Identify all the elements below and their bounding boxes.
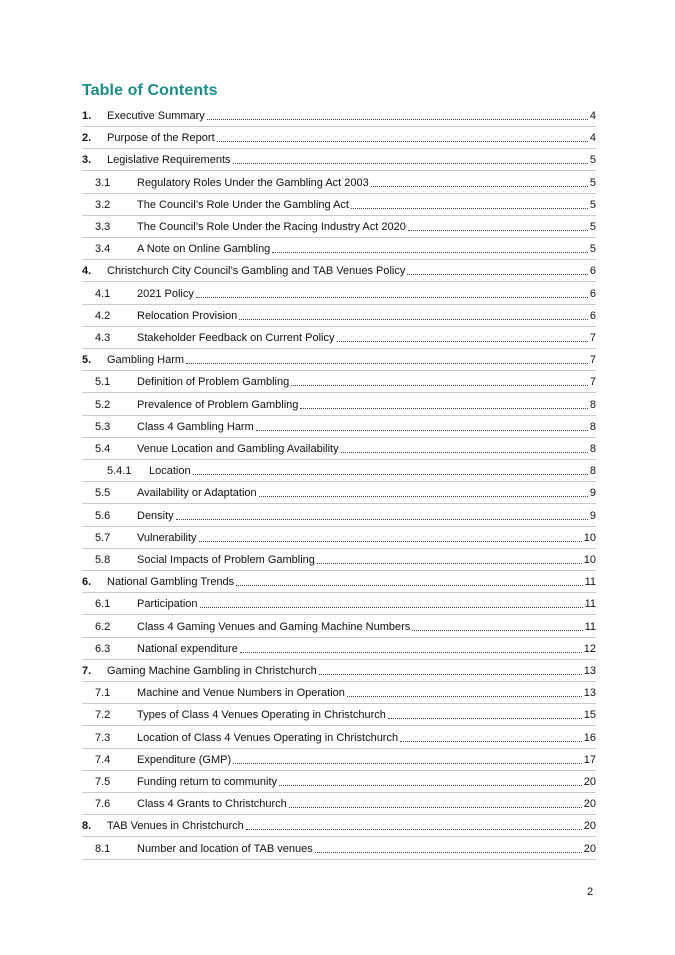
toc-entry-title: Expenditure (GMP) — [137, 753, 232, 766]
toc-entry-number: 6.2 — [95, 620, 111, 633]
toc-entry-title: Prevalence of Problem Gambling — [137, 398, 299, 411]
toc-entry-number: 6.3 — [95, 642, 111, 655]
toc-entry[interactable] — [82, 572, 596, 593]
toc-entry-title: Relocation Provision — [137, 309, 238, 322]
toc-entry-page: 15 — [583, 709, 596, 722]
toc-entry-number: 7.5 — [95, 776, 111, 788]
toc-entry-title: Class 4 Grants to Christchurch — [137, 798, 287, 811]
toc-entry-title: Availability or Adaptation — [137, 487, 257, 500]
toc-entry-page: 8 — [589, 420, 596, 433]
toc-entry-title: Machine and Venue Numbers in Operation — [137, 687, 345, 700]
toc-entry[interactable] — [82, 772, 596, 793]
toc-entry[interactable] — [82, 284, 596, 305]
dot-leader — [317, 562, 582, 564]
dot-leader — [196, 296, 588, 298]
toc-entry-page: 5 — [589, 243, 596, 256]
toc-entry-title: Class 4 Gambling Harm — [137, 420, 254, 433]
toc-entry-page: 8 — [589, 465, 596, 478]
toc-entry[interactable] — [82, 328, 596, 349]
toc-entry-page: 9 — [589, 509, 596, 522]
toc-entry-page: 13 — [583, 687, 596, 700]
toc-entry-title: Number and location of TAB venues — [137, 842, 313, 855]
page-title: Table of Contents — [82, 82, 218, 99]
toc-entry-page: 16 — [583, 731, 596, 744]
toc-entry-number: 6. — [82, 576, 92, 589]
toc-entry[interactable] — [82, 372, 596, 393]
toc-entry-number: 5. — [82, 354, 92, 367]
dot-leader — [207, 118, 588, 120]
toc-entry-page: 5 — [589, 221, 596, 233]
toc-entry-number: 5.2 — [95, 398, 111, 411]
dot-leader — [176, 518, 588, 520]
toc-entry-number: 6.1 — [95, 598, 111, 611]
toc-entry[interactable] — [82, 217, 596, 238]
toc-entry[interactable] — [82, 750, 596, 771]
toc-entry[interactable] — [82, 150, 596, 171]
toc-entry-page: 20 — [583, 798, 596, 811]
toc-entry-title: Funding return to community — [137, 776, 278, 788]
toc-entry-page: 20 — [583, 842, 596, 855]
dot-leader — [240, 651, 582, 653]
toc-entry-number: 8.1 — [95, 842, 111, 855]
toc-entry[interactable] — [82, 261, 596, 282]
dot-leader — [256, 429, 588, 431]
toc-entry-page: 9 — [589, 487, 596, 500]
toc-entry-title: Gambling Harm — [107, 354, 185, 367]
toc-entry[interactable] — [82, 639, 596, 660]
toc-entry-title: Location — [149, 465, 191, 478]
toc-entry-number: 2. — [82, 132, 92, 145]
toc-entry-number: 5.1 — [95, 376, 111, 389]
dot-leader — [272, 251, 588, 253]
toc-entry-page: 10 — [583, 531, 596, 544]
toc-entry-page: 11 — [584, 620, 596, 633]
toc-entry[interactable] — [82, 239, 596, 260]
toc-entry[interactable] — [82, 306, 596, 327]
toc-entry-page: 17 — [583, 753, 596, 766]
dot-leader — [412, 629, 582, 631]
dot-leader — [337, 340, 588, 342]
toc-entry-title: National expenditure — [137, 642, 238, 655]
toc-entry[interactable] — [82, 350, 596, 371]
dot-leader — [233, 762, 582, 764]
toc-entry-title: Venue Location and Gambling Availability — [137, 443, 339, 455]
toc-entry-number: 4.2 — [95, 309, 111, 322]
dot-leader — [408, 229, 588, 231]
toc-entry-title: 2021 Policy — [137, 287, 194, 300]
toc-entry-page: 8 — [589, 398, 596, 411]
toc-entry[interactable] — [82, 661, 596, 682]
toc-entry[interactable] — [82, 128, 596, 149]
toc-entry[interactable] — [82, 683, 596, 704]
toc-entry-page: 5 — [589, 198, 596, 211]
toc-entry-title: Vulnerability — [137, 531, 197, 544]
toc-entry-number: 5.6 — [95, 509, 111, 522]
dot-leader — [371, 185, 588, 187]
toc-entry-page: 10 — [583, 554, 596, 566]
dot-leader — [407, 273, 588, 275]
toc-entry-title: Christchurch City Council’s Gambling and TAB Venues Policy — [107, 265, 406, 278]
toc-entry-number: 7.1 — [95, 687, 111, 700]
toc-entry[interactable] — [82, 594, 596, 615]
toc-entry-title: Legislative Requirements — [107, 154, 231, 167]
dot-leader — [400, 740, 582, 742]
toc-entry-number: 4. — [82, 265, 92, 278]
toc-entry-page: 20 — [583, 776, 596, 788]
toc-entry[interactable] — [82, 617, 596, 638]
toc-entry[interactable] — [82, 506, 596, 527]
toc-entry-number: 3.3 — [95, 221, 111, 233]
dot-leader — [199, 540, 582, 542]
toc-entry[interactable] — [82, 439, 596, 460]
toc-entry-page: 12 — [583, 642, 596, 655]
toc-entry-number: 5.8 — [95, 554, 111, 566]
dot-leader — [289, 806, 582, 808]
toc-entry-page: 4 — [589, 110, 596, 122]
dot-leader — [279, 784, 582, 786]
toc-entry-number: 5.4.1 — [107, 465, 132, 478]
toc-entry-title: Density — [137, 509, 174, 522]
dot-leader — [217, 140, 588, 142]
toc-entry-title: Purpose of the Report — [107, 132, 215, 145]
toc-entry-number: 8. — [82, 820, 92, 833]
toc-entry-number: 7.6 — [95, 798, 111, 811]
toc-entry[interactable] — [82, 794, 596, 815]
toc-entry[interactable] — [82, 195, 596, 216]
toc-entry[interactable] — [82, 550, 596, 571]
toc-entry-title: TAB Venues in Christchurch — [107, 820, 244, 833]
toc-entry-page: 5 — [589, 154, 596, 167]
toc-entry-page: 20 — [583, 820, 596, 833]
toc-entry-number: 5.5 — [95, 487, 111, 500]
toc-entry-number: 3.1 — [95, 176, 111, 189]
dot-leader — [236, 584, 582, 586]
dot-leader — [388, 717, 582, 719]
toc-entry-page: 7 — [589, 376, 596, 389]
toc-entry-page: 6 — [589, 309, 596, 322]
toc-entry-page: 8 — [589, 443, 596, 455]
toc-entry-title: Social Impacts of Problem Gambling — [137, 554, 315, 566]
dot-leader — [193, 473, 588, 475]
toc-entry-title: National Gambling Trends — [107, 576, 235, 589]
toc-entry-number: 7.2 — [95, 709, 111, 722]
toc-entry-page: 11 — [584, 598, 596, 611]
dot-leader — [200, 606, 583, 608]
dot-leader — [341, 451, 588, 453]
toc-entry-page: 6 — [589, 287, 596, 300]
toc-entry-page: 5 — [589, 176, 596, 189]
dot-leader — [233, 162, 588, 164]
toc-entry-number: 7.3 — [95, 731, 111, 744]
toc-entry-title: Class 4 Gaming Venues and Gaming Machine Numbers — [137, 620, 411, 633]
dot-leader — [259, 495, 588, 497]
toc-entry-title: The Council’s Role Under the Gambling Act — [137, 198, 349, 211]
toc-entry-title: The Council’s Role Under the Racing Industry Act 2020 — [137, 221, 406, 233]
toc-entry-number: 3.4 — [95, 243, 111, 256]
toc-entry[interactable] — [82, 483, 596, 504]
toc-entry-number: 5.3 — [95, 420, 111, 433]
toc-entry-title: Participation — [137, 598, 198, 611]
dot-leader — [246, 828, 582, 830]
toc-entry-number: 5.4 — [95, 443, 111, 455]
toc-entry-title: Gaming Machine Gambling in Christchurch — [107, 665, 317, 677]
toc-entry-title: Types of Class 4 Venues Operating in Christchurch — [137, 709, 386, 722]
toc-entry[interactable] — [82, 528, 596, 549]
toc-entry[interactable] — [82, 728, 596, 749]
toc-entry-number: 4.3 — [95, 332, 111, 344]
toc-entry[interactable] — [82, 705, 596, 726]
dot-leader — [351, 207, 588, 209]
toc-entry-page: 7 — [589, 332, 596, 344]
dot-leader — [319, 673, 582, 675]
toc-entry-number: 7.4 — [95, 753, 111, 766]
toc-entry-title: Definition of Problem Gambling — [137, 376, 290, 389]
toc-entry-page: 7 — [589, 354, 596, 367]
toc-entry-page: 11 — [584, 576, 596, 589]
toc-entry-page: 4 — [589, 132, 596, 145]
dot-leader — [291, 384, 588, 386]
toc-entry[interactable] — [82, 106, 596, 127]
dot-leader — [186, 362, 588, 364]
toc-entry[interactable] — [82, 816, 596, 837]
dot-leader — [300, 407, 587, 409]
toc-entry[interactable] — [82, 395, 596, 416]
toc-entry-title: Location of Class 4 Venues Operating in Christchurch — [137, 731, 399, 744]
toc-entry-number: 1. — [82, 110, 92, 122]
toc-entry-title: Regulatory Roles Under the Gambling Act 2003 — [137, 176, 369, 189]
dot-leader — [239, 318, 588, 320]
dot-leader — [315, 851, 582, 853]
page-number: 2 — [587, 886, 594, 898]
toc-entry-page: 13 — [583, 665, 596, 677]
toc-entry-number: 3.2 — [95, 198, 111, 211]
toc-entry[interactable] — [82, 173, 596, 194]
toc-entry[interactable] — [82, 839, 596, 860]
toc-entry-title: Executive Summary — [107, 110, 205, 122]
toc-entry-title: A Note on Online Gambling — [137, 243, 271, 256]
toc-entry-number: 3. — [82, 154, 92, 167]
toc-entry-number: 4.1 — [95, 287, 111, 300]
toc-entry-title: Stakeholder Feedback on Current Policy — [137, 332, 335, 344]
toc-entry[interactable] — [82, 461, 596, 482]
toc-entry[interactable] — [82, 417, 596, 438]
toc-entry-number: 5.7 — [95, 531, 111, 544]
toc-entry-page: 6 — [589, 265, 596, 278]
toc-entry-number: 7. — [82, 665, 92, 677]
dot-leader — [347, 695, 582, 697]
